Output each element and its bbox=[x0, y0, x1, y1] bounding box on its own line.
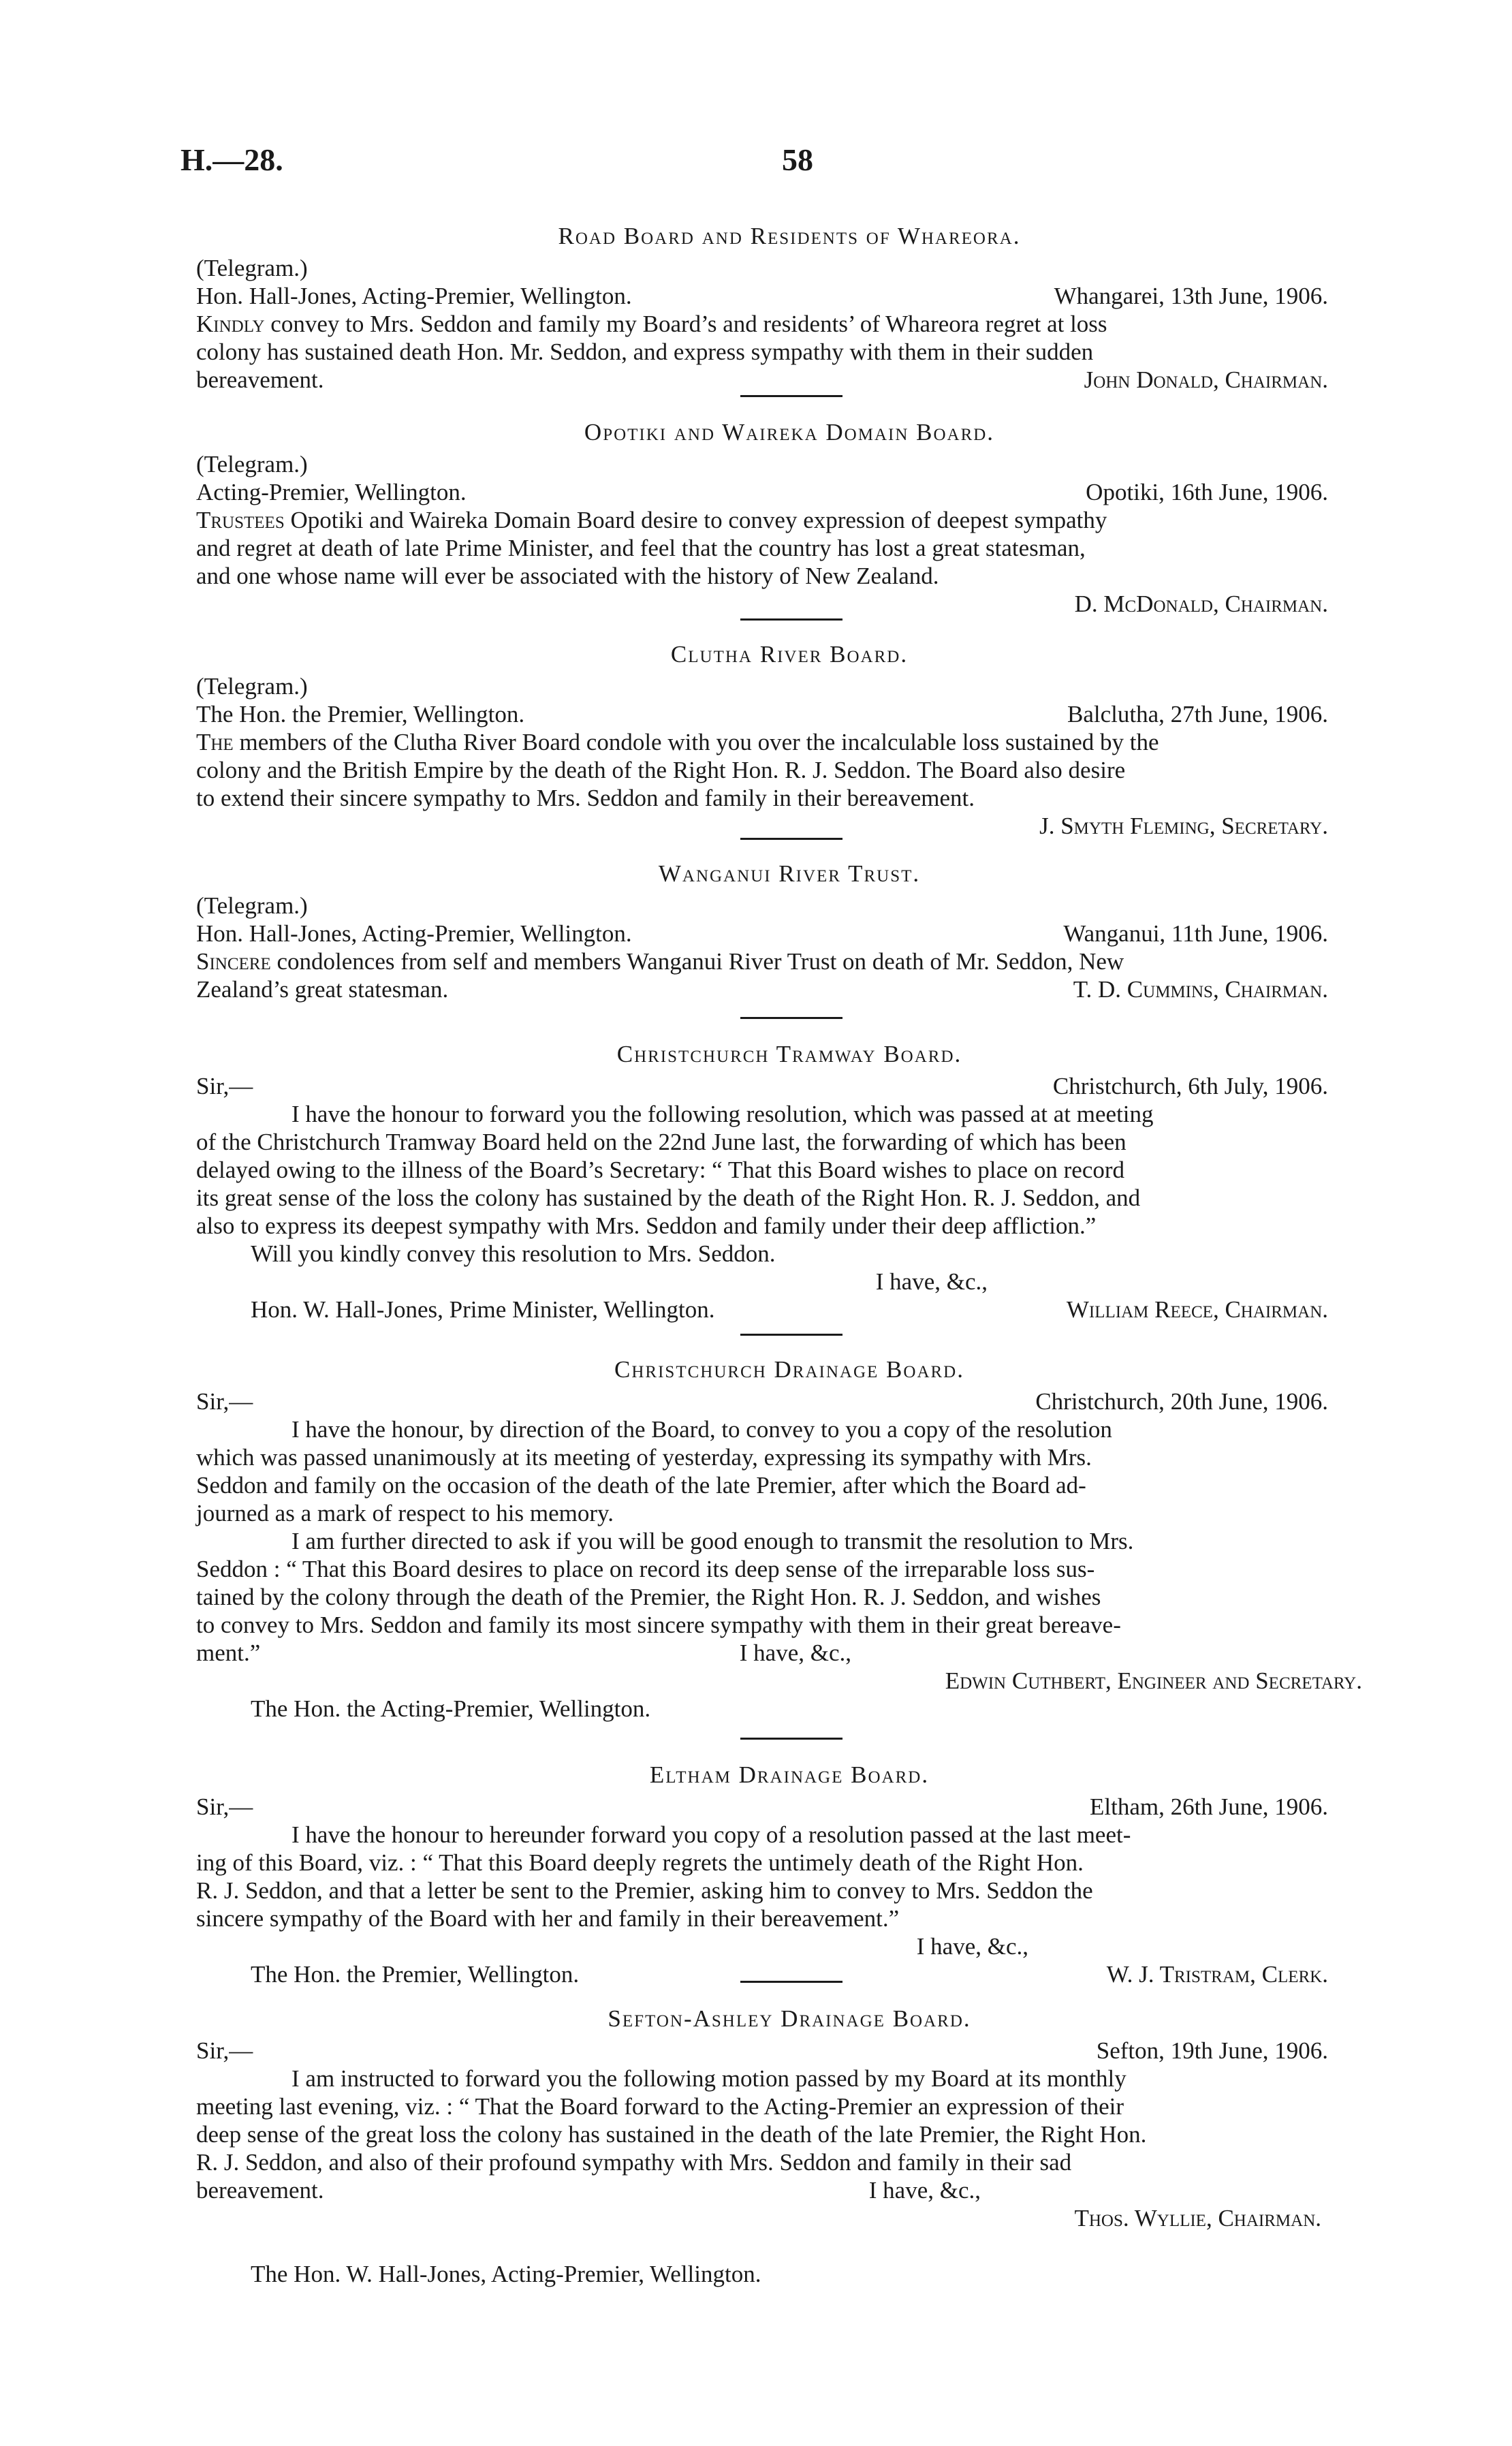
text-line bbox=[196, 1527, 1383, 1555]
section-divider bbox=[740, 1334, 842, 1336]
text-line bbox=[196, 975, 1383, 1003]
text-line bbox=[196, 756, 1383, 784]
text-line bbox=[196, 2092, 1383, 2120]
line-text: and regret at death of late Prime Minister, and feel that the country has lost a great statesman, bbox=[196, 535, 1086, 561]
text-line bbox=[196, 1240, 1383, 1268]
text-line bbox=[196, 1555, 1383, 1583]
line-text: Opotiki and Waireka Domain Board desire to convey expression of deepest sympathy bbox=[284, 507, 1107, 533]
line-text: sincere sympathy of the Board with her and family in their bereavement.” bbox=[196, 1905, 900, 1932]
section-divider bbox=[740, 1017, 842, 1019]
section-divider bbox=[740, 395, 842, 397]
section-title: Christchurch Drainage Board. bbox=[614, 1356, 964, 1383]
line-right-text: I have, &c., bbox=[739, 1640, 851, 1666]
line-left-text: bereavement. bbox=[196, 366, 324, 393]
line-text: The Hon. W. Hall-Jones, Acting-Premier, Wellington. bbox=[251, 2261, 761, 2287]
line-right-text: Whangarei, 13th June, 1906. bbox=[1054, 283, 1328, 309]
letter-section bbox=[196, 418, 1383, 618]
line-text: (Telegram.) bbox=[196, 255, 308, 281]
section-title: Christchurch Tramway Board. bbox=[616, 1041, 962, 1067]
text-line bbox=[196, 310, 1383, 338]
line-left-text: The Hon. the Premier, Wellington. bbox=[251, 1961, 580, 1988]
text-line bbox=[196, 728, 1383, 756]
line-left-text: Sir,— bbox=[196, 1073, 253, 1099]
text-line bbox=[196, 1415, 1383, 1443]
line-right-text: Eltham, 26th June, 1906. bbox=[1090, 1793, 1328, 1820]
text-line bbox=[196, 920, 1383, 947]
line-right-text: D. McDonald, Chairman. bbox=[1074, 591, 1328, 617]
line-right-text: Christchurch, 6th July, 1906. bbox=[1052, 1073, 1328, 1099]
line-right-text: J. Smyth Fleming, Secretary. bbox=[1039, 813, 1328, 839]
text-line bbox=[196, 1960, 1383, 1988]
line-left-text: Sir,— bbox=[196, 1793, 253, 1820]
line-right-text: I have, &c., bbox=[916, 1933, 1028, 1960]
letter-section bbox=[196, 1761, 1383, 1988]
line-left-text: Hon. Hall-Jones, Acting-Premier, Wellington. bbox=[196, 920, 632, 947]
text-line bbox=[196, 947, 1383, 975]
line-right-text: Edwin Cuthbert, Engineer and Secretary. bbox=[945, 1667, 1362, 1694]
line-right-text: Sefton, 19th June, 1906. bbox=[1096, 2037, 1328, 2064]
line-right-text: John Donald, Chairman. bbox=[1084, 366, 1328, 393]
line-text: members of the Clutha River Board condole with you over the incalculable loss sustained by the bbox=[233, 729, 1159, 755]
line-left-text: Hon. W. Hall-Jones, Prime Minister, Wellington. bbox=[251, 1296, 715, 1323]
line-right-text: I have, &c., bbox=[868, 2177, 981, 2204]
text-line bbox=[196, 2148, 1383, 2176]
line-text: tained by the colony through the death of the Premier, the Right Hon. R. J. Seddon, and wishes bbox=[196, 1584, 1101, 1610]
section-divider bbox=[740, 618, 842, 621]
section-title: Sefton-Ashley Drainage Board. bbox=[608, 2005, 971, 2032]
text-line bbox=[196, 590, 1383, 618]
line-right-text: William Reece, Chairman. bbox=[1066, 1296, 1328, 1323]
line-right-text: Balclutha, 27th June, 1906. bbox=[1067, 701, 1328, 727]
text-line bbox=[196, 2037, 1383, 2065]
section-title: Wanganui River Trust. bbox=[658, 860, 921, 887]
text-line bbox=[196, 1471, 1383, 1499]
line-text: (Telegram.) bbox=[196, 673, 308, 700]
text-line bbox=[196, 1639, 1383, 1667]
text-line bbox=[196, 338, 1383, 366]
line-text: journed as a mark of respect to his memory. bbox=[196, 1500, 614, 1526]
letter-section bbox=[196, 1040, 1383, 1323]
line-text: (Telegram.) bbox=[196, 451, 308, 477]
line-right-text: Christchurch, 20th June, 1906. bbox=[1035, 1388, 1328, 1415]
text-line bbox=[196, 450, 1383, 478]
line-text: I am further directed to ask if you will be good enough to transmit the resolution to Mrs. bbox=[292, 1528, 1134, 1554]
line-left-text: Acting-Premier, Wellington. bbox=[196, 479, 467, 505]
text-line bbox=[196, 562, 1383, 590]
section-title: Road Board and Residents of Whareora. bbox=[558, 223, 1021, 249]
line-right-text: W. J. Tristram, Clerk. bbox=[1106, 1961, 1328, 1988]
line-text: of the Christchurch Tramway Board held on the 22nd June last, the forwarding of which has been bbox=[196, 1129, 1127, 1155]
line-left-text: Hon. Hall-Jones, Acting-Premier, Wellington. bbox=[196, 283, 632, 309]
line-text: Seddon and family on the occasion of the death of the late Premier, after which the Board ad- bbox=[196, 1472, 1086, 1499]
text-line bbox=[196, 1443, 1383, 1471]
line-text: meeting last evening, viz. : “ That the Board forward to the Acting-Premier an expression of their bbox=[196, 2093, 1124, 2120]
text-line bbox=[196, 784, 1383, 812]
lead-word: Sincere bbox=[196, 948, 271, 975]
section-title: Eltham Drainage Board. bbox=[649, 1761, 930, 1788]
letter-section bbox=[196, 222, 1383, 394]
line-right-text: T. D. Cummins, Chairman. bbox=[1073, 976, 1328, 1003]
text-line bbox=[196, 534, 1383, 562]
text-line bbox=[196, 2176, 1383, 2204]
text-line bbox=[196, 1849, 1383, 1877]
text-line bbox=[196, 478, 1383, 506]
line-left-text: The Hon. the Premier, Wellington. bbox=[196, 701, 525, 727]
text-line bbox=[196, 1184, 1383, 1212]
text-line bbox=[196, 1268, 1383, 1296]
text-line bbox=[196, 1212, 1383, 1240]
text-line bbox=[196, 254, 1383, 282]
line-text: The Hon. the Acting-Premier, Wellington. bbox=[251, 1695, 651, 1722]
text-line bbox=[196, 1877, 1383, 1904]
text-line bbox=[196, 812, 1383, 840]
text-line bbox=[196, 1100, 1383, 1128]
line-text: Seddon : “ That this Board desires to place on record its deep sense of the irreparable loss sus- bbox=[196, 1556, 1095, 1582]
text-line bbox=[196, 1387, 1383, 1415]
document-reference: H.—28. bbox=[180, 142, 283, 177]
line-left-text: ment.” bbox=[196, 1640, 261, 1666]
line-text: colony and the British Empire by the death of the Right Hon. R. J. Seddon. The Board also desire bbox=[196, 757, 1126, 783]
line-text: delayed owing to the illness of the Board’s Secretary: “ That this Board wishes to place on record bbox=[196, 1157, 1125, 1183]
section-divider bbox=[740, 1738, 842, 1740]
text-line bbox=[196, 1499, 1383, 1527]
line-left-text: Sir,— bbox=[196, 2037, 253, 2064]
line-text: its great sense of the loss the colony has sustained by the death of the Right Hon. R. J. Seddon, and bbox=[196, 1185, 1141, 1211]
text-line bbox=[196, 1156, 1383, 1184]
text-line bbox=[196, 1583, 1383, 1611]
text-line bbox=[196, 1611, 1383, 1639]
lead-word: Kindly bbox=[196, 311, 265, 337]
letter-section bbox=[196, 1355, 1383, 1723]
lead-word: The bbox=[196, 729, 234, 755]
line-text: and one whose name will ever be associated with the history of New Zealand. bbox=[196, 563, 939, 589]
line-right-text: Thos. Wyllie, Chairman. bbox=[1074, 2205, 1321, 2231]
line-text: I have the honour to forward you the following resolution, which was passed at at meeting bbox=[292, 1101, 1154, 1127]
text-line bbox=[196, 1296, 1383, 1323]
text-line bbox=[196, 672, 1383, 700]
text-line bbox=[196, 1128, 1383, 1156]
line-text: R. J. Seddon, and also of their profound sympathy with Mrs. Seddon and family in their sad bbox=[196, 2149, 1072, 2176]
section-title: Opotiki and Waireka Domain Board. bbox=[584, 419, 995, 445]
line-text: convey to Mrs. Seddon and family my Board’s and residents’ of Whareora regret at loss bbox=[264, 311, 1107, 337]
text-line bbox=[196, 1695, 1383, 1723]
letter-section bbox=[196, 640, 1383, 840]
lead-word: Trustees bbox=[196, 507, 285, 533]
text-line bbox=[196, 1667, 1383, 1695]
text-line bbox=[196, 366, 1383, 394]
text-line bbox=[196, 282, 1383, 310]
section-title: Clutha River Board. bbox=[670, 641, 909, 668]
text-line bbox=[196, 2232, 1383, 2260]
text-line bbox=[196, 1904, 1383, 1932]
text-line bbox=[196, 2260, 1383, 2288]
line-text: ing of this Board, viz. : “ That this Board deeply regrets the untimely death of the Right Hon. bbox=[196, 1849, 1084, 1876]
line-right-text: Opotiki, 16th June, 1906. bbox=[1086, 479, 1328, 505]
text-line bbox=[196, 1932, 1383, 1960]
text-line bbox=[196, 2065, 1383, 2092]
line-text: I have the honour to hereunder forward you copy of a resolution passed at the last meet- bbox=[292, 1821, 1131, 1848]
line-text: also to express its deepest sympathy with Mrs. Seddon and family under their deep affliction.” bbox=[196, 1212, 1097, 1239]
line-text: to extend their sincere sympathy to Mrs. Seddon and family in their bereavement. bbox=[196, 785, 975, 811]
line-text: I have the honour, by direction of the Board, to convey to you a copy of the resolution bbox=[292, 1416, 1112, 1443]
line-text: (Telegram.) bbox=[196, 892, 308, 919]
line-text: to convey to Mrs. Seddon and family its most sincere sympathy with them in their great bereave- bbox=[196, 1612, 1121, 1638]
text-line bbox=[196, 2204, 1383, 2232]
line-text: R. J. Seddon, and that a letter be sent to the Premier, asking him to convey to Mrs. Seddon the bbox=[196, 1877, 1093, 1904]
line-left-text: Zealand’s great statesman. bbox=[196, 976, 449, 1003]
text-line bbox=[196, 506, 1383, 534]
page-number: 58 bbox=[782, 142, 813, 177]
line-text: I am instructed to forward you the following motion passed by my Board at its monthly bbox=[292, 2065, 1127, 2092]
text-line bbox=[196, 1072, 1383, 1100]
line-right-text: Wanganui, 11th June, 1906. bbox=[1063, 920, 1328, 947]
line-right-text: I have, &c., bbox=[875, 1268, 988, 1295]
text-line bbox=[196, 892, 1383, 920]
text-line bbox=[196, 700, 1383, 728]
text-line bbox=[196, 1821, 1383, 1849]
line-left-text: Sir,— bbox=[196, 1388, 253, 1415]
line-text: Will you kindly convey this resolution to Mrs. Seddon. bbox=[251, 1240, 776, 1267]
letter-section bbox=[196, 2005, 1383, 2288]
line-text: deep sense of the great loss the colony has sustained in the death of the late Premier, the Right Hon. bbox=[196, 2121, 1147, 2148]
line-text: colony has sustained death Hon. Mr. Seddon, and express sympathy with them in their sudden bbox=[196, 339, 1094, 365]
line-text: which was passed unanimously at its meeting of yesterday, expressing its sympathy with Mrs. bbox=[196, 1444, 1092, 1471]
text-line bbox=[196, 2120, 1383, 2148]
line-text: condolences from self and members Wanganui River Trust on death of Mr. Seddon, New bbox=[270, 948, 1124, 975]
text-line bbox=[196, 1793, 1383, 1821]
letter-section bbox=[196, 860, 1383, 1003]
line-left-text: bereavement. bbox=[196, 2177, 324, 2204]
